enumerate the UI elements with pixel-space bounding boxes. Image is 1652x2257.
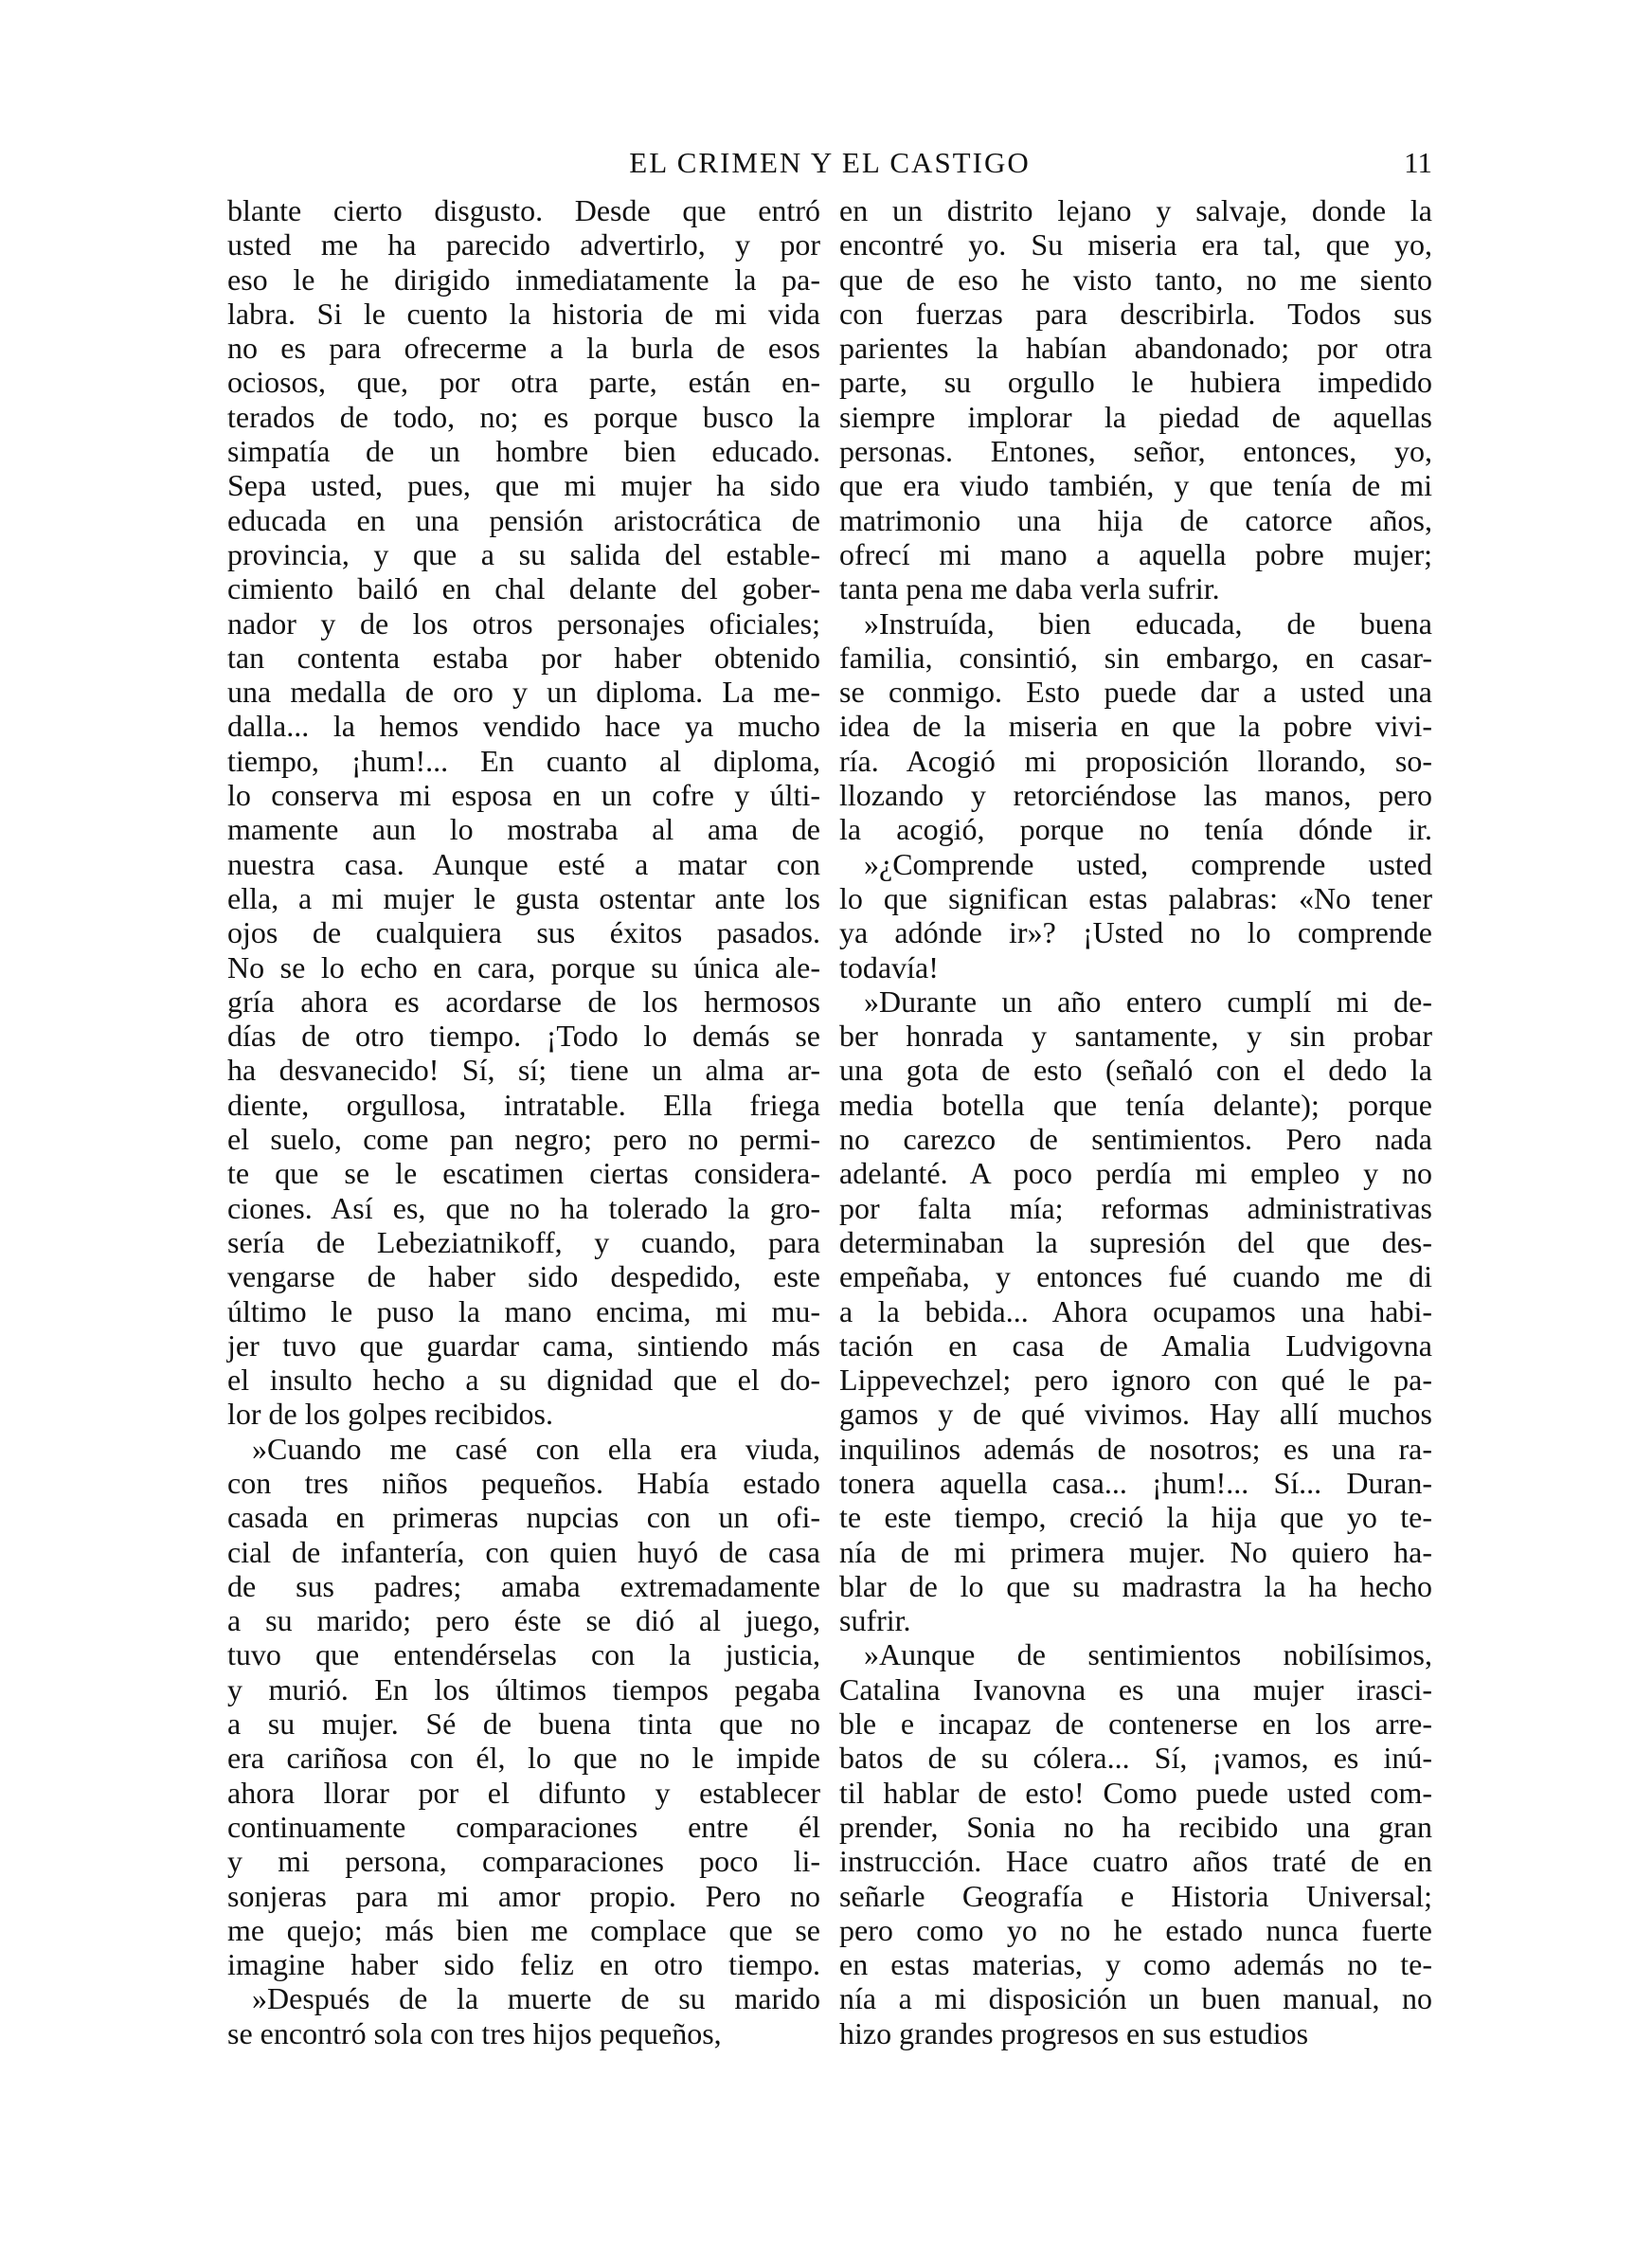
- text-line: de sus padres; amaba extremadamente: [227, 1568, 820, 1603]
- text-line: último le puso la mano encima, mi mu-: [227, 1293, 820, 1328]
- text-line: media botella que tenía delante); porque: [839, 1087, 1432, 1122]
- page-header: [227, 142, 1432, 184]
- text-line: »Cuando me casé con ella era viuda,: [252, 1431, 820, 1466]
- text-line: parientes la habían abandonado; por otra: [839, 331, 1432, 366]
- text-line: determinaban la supresión del que des-: [839, 1224, 1432, 1259]
- text-line: y mi persona, comparaciones poco li-: [227, 1844, 820, 1879]
- text-line: tanta pena me daba verla sufrir.: [839, 571, 1220, 606]
- text-line: vengarse de haber sido despedido, este: [227, 1259, 820, 1294]
- text-line: ya adónde ir»? ¡Usted no lo comprende: [839, 915, 1432, 950]
- text-line: una gota de esto (señaló con el dedo la: [839, 1053, 1432, 1088]
- text-line: tación en casa de Amalia Ludvigovna: [839, 1327, 1432, 1363]
- text-line: no es para ofrecerme a la burla de esos: [227, 331, 820, 366]
- text-line: ella, a mi mujer le gusta ostentar ante los: [227, 880, 820, 915]
- text-line: blar de lo que su madrastra la ha hecho: [839, 1568, 1432, 1603]
- text-line: tonera aquella casa... ¡hum!... Sí... Duran-: [839, 1465, 1432, 1500]
- text-line: provincia, y que a su salida del estable-: [227, 536, 820, 571]
- text-line: lo conserva mi esposa en un cofre y últi-: [227, 778, 820, 813]
- text-line: ha desvanecido! Sí, sí; tiene un alma ar-: [227, 1053, 820, 1088]
- text-line: »Durante un año entero cumplí mi de-: [864, 984, 1432, 1019]
- text-line: todavía!: [839, 949, 939, 984]
- text-line: adelanté. A poco perdía mi empleo y no: [839, 1156, 1432, 1191]
- text-line: nuestra casa. Aunque esté a matar con: [227, 846, 820, 881]
- text-line: tan contenta estaba por haber obtenido: [227, 640, 820, 675]
- text-line: educada en una pensión aristocrática de: [227, 502, 820, 537]
- text-line: ojos de cualquiera sus éxitos pasados.: [227, 915, 820, 950]
- text-line: imagine haber sido feliz en otro tiempo.: [227, 1947, 820, 1982]
- right-column: [839, 193, 1432, 2050]
- text-line: nía a mi disposición un buen manual, no: [839, 1981, 1432, 2016]
- text-line: til hablar de esto! Como puede usted com-: [839, 1775, 1432, 1810]
- text-line: llozando y retorciéndose las manos, pero: [839, 778, 1432, 813]
- text-line: nador y de los otros personajes oficiales;: [227, 605, 820, 641]
- text-line: con fuerzas para describirla. Todos sus: [839, 296, 1432, 331]
- text-line: te que se le escatimen ciertas considera-: [227, 1156, 820, 1191]
- text-line: era cariñosa con él, lo que no le impide: [227, 1741, 820, 1776]
- text-line: ahora llorar por el difunto y establecer: [227, 1775, 820, 1810]
- text-line: la acogió, porque no tenía dónde ir.: [839, 812, 1432, 847]
- text-line: ofrecí mi mano a aquella pobre mujer;: [839, 536, 1432, 571]
- text-line: mamente aun lo mostraba al ama de: [227, 812, 820, 847]
- left-column: [227, 193, 820, 2050]
- text-line: ble e incapaz de contenerse en los arre-: [839, 1706, 1432, 1742]
- text-line: el suelo, come pan negro; pero no permi-: [227, 1122, 820, 1157]
- text-line: a su mujer. Sé de buena tinta que no: [227, 1706, 820, 1742]
- text-line: ría. Acogió mi proposición llorando, so-: [839, 743, 1432, 778]
- text-line: a su marido; pero éste se dió al juego,: [227, 1603, 820, 1638]
- text-line: terados de todo, no; es porque busco la: [227, 399, 820, 434]
- text-line: gría ahora es acordarse de los hermosos: [227, 984, 820, 1019]
- text-line: lo que significan estas palabras: «No tener: [839, 880, 1432, 915]
- text-line: sufrir.: [839, 1603, 911, 1638]
- text-line: se encontró sola con tres hijos pequeños,: [227, 2015, 722, 2050]
- text-line: ciones. Así es, que no ha tolerado la gro-: [227, 1190, 820, 1225]
- text-line: en un distrito lejano y salvaje, donde la: [839, 193, 1432, 227]
- text-line: batos de su cólera... Sí, ¡vamos, es inú-: [839, 1741, 1432, 1776]
- text-line: se conmigo. Esto puede dar a usted una: [839, 675, 1432, 710]
- text-line: tiempo, ¡hum!... En cuanto al diploma,: [227, 743, 820, 778]
- text-line: una medalla de oro y un diploma. La me-: [227, 675, 820, 710]
- text-line: cial de infantería, con quien huyó de casa: [227, 1534, 820, 1569]
- text-line: me quejo; más bien me complace que se: [227, 1912, 820, 1947]
- text-line: »¿Comprende usted, comprende usted: [864, 846, 1432, 881]
- text-line: personas. Entones, señor, entonces, yo,: [839, 434, 1432, 469]
- text-line: Sepa usted, pues, que mi mujer ha sido: [227, 468, 820, 503]
- text-line: el insulto hecho a su dignidad que el do-: [227, 1363, 820, 1398]
- text-line: diente, orgullosa, intratable. Ella friega: [227, 1087, 820, 1122]
- text-line: prender, Sonia no ha recibido una gran: [839, 1809, 1432, 1844]
- text-line: matrimonio una hija de catorce años,: [839, 502, 1432, 537]
- text-line: te este tiempo, creció la hija que yo te-: [839, 1500, 1432, 1535]
- text-line: No se lo echo en cara, porque su única ale-: [227, 949, 820, 984]
- text-line: sería de Lebeziatnikoff, y cuando, para: [227, 1224, 820, 1259]
- text-line: hizo grandes progresos en sus estudios: [839, 2015, 1309, 2050]
- text-line: »Aunque de sentimientos nobilísimos,: [864, 1637, 1432, 1672]
- text-line: no carezco de sentimientos. Pero nada: [839, 1122, 1432, 1157]
- text-line: blante cierto disgusto. Desde que entró: [227, 193, 820, 227]
- text-line: instrucción. Hace cuatro años traté de en: [839, 1844, 1432, 1879]
- text-line: gamos y de qué vivimos. Hay allí muchos: [839, 1397, 1432, 1432]
- running-title: EL CRIMEN Y EL CASTIGO: [629, 146, 1031, 179]
- text-line: que de eso he visto tanto, no me siento: [839, 262, 1432, 297]
- text-line: en estas materias, y como además no te-: [839, 1947, 1432, 1982]
- text-line: Lippevechzel; pero ignoro con qué le pa-: [839, 1363, 1432, 1398]
- text-line: »Instruída, bien educada, de buena: [864, 605, 1432, 641]
- text-line: Catalina Ivanovna es una mujer irasci-: [839, 1671, 1432, 1706]
- text-line: idea de la miseria en que la pobre vivi-: [839, 709, 1432, 744]
- text-line: tuvo que entendérselas con la justicia,: [227, 1637, 820, 1672]
- text-line: casada en primeras nupcias con un ofi-: [227, 1500, 820, 1535]
- text-line: familia, consintió, sin embargo, en casar-: [839, 640, 1432, 675]
- text-line: pero como yo no he estado nunca fuerte: [839, 1912, 1432, 1947]
- text-line: a la bebida... Ahora ocupamos una habi-: [839, 1293, 1432, 1328]
- text-line: que era viudo también, y que tenía de mi: [839, 468, 1432, 503]
- text-line: días de otro tiempo. ¡Todo lo demás se: [227, 1019, 820, 1054]
- text-line: siempre implorar la piedad de aquellas: [839, 399, 1432, 434]
- text-line: ber honrada y santamente, y sin probar: [839, 1019, 1432, 1054]
- text-line: parte, su orgullo le hubiera impedido: [839, 365, 1432, 400]
- text-line: usted me ha parecido advertirlo, y por: [227, 227, 820, 262]
- text-line: encontré yo. Su miseria era tal, que yo,: [839, 227, 1432, 262]
- text-line: lor de los golpes recibidos.: [227, 1397, 553, 1432]
- text-line: continuamente comparaciones entre él: [227, 1809, 820, 1844]
- text-line: nía de mi primera mujer. No quiero ha-: [839, 1534, 1432, 1569]
- text-line: sonjeras para mi amor propio. Pero no: [227, 1878, 820, 1913]
- text-line: ociosos, que, por otra parte, están en-: [227, 365, 820, 400]
- text-line: inquilinos además de nosotros; es una ra-: [839, 1431, 1432, 1466]
- text-line: empeñaba, y entonces fué cuando me di: [839, 1259, 1432, 1294]
- page-number: 11: [1404, 146, 1432, 179]
- text-line: »Después de la muerte de su marido: [252, 1981, 820, 2016]
- text-line: por falta mía; reformas administrativas: [839, 1190, 1432, 1225]
- text-line: labra. Si le cuento la historia de mi vida: [227, 296, 820, 331]
- text-line: dalla... la hemos vendido hace ya mucho: [227, 709, 820, 744]
- text-line: simpatía de un hombre bien educado.: [227, 434, 820, 469]
- text-line: eso le he dirigido inmediatamente la pa-: [227, 262, 820, 297]
- text-line: jer tuvo que guardar cama, sintiendo más: [227, 1327, 820, 1363]
- text-line: y murió. En los últimos tiempos pegaba: [227, 1671, 820, 1706]
- text-line: señarle Geografía e Historia Universal;: [839, 1878, 1432, 1913]
- text-line: cimiento bailó en chal delante del gober-: [227, 571, 820, 606]
- text-line: con tres niños pequeños. Había estado: [227, 1465, 820, 1500]
